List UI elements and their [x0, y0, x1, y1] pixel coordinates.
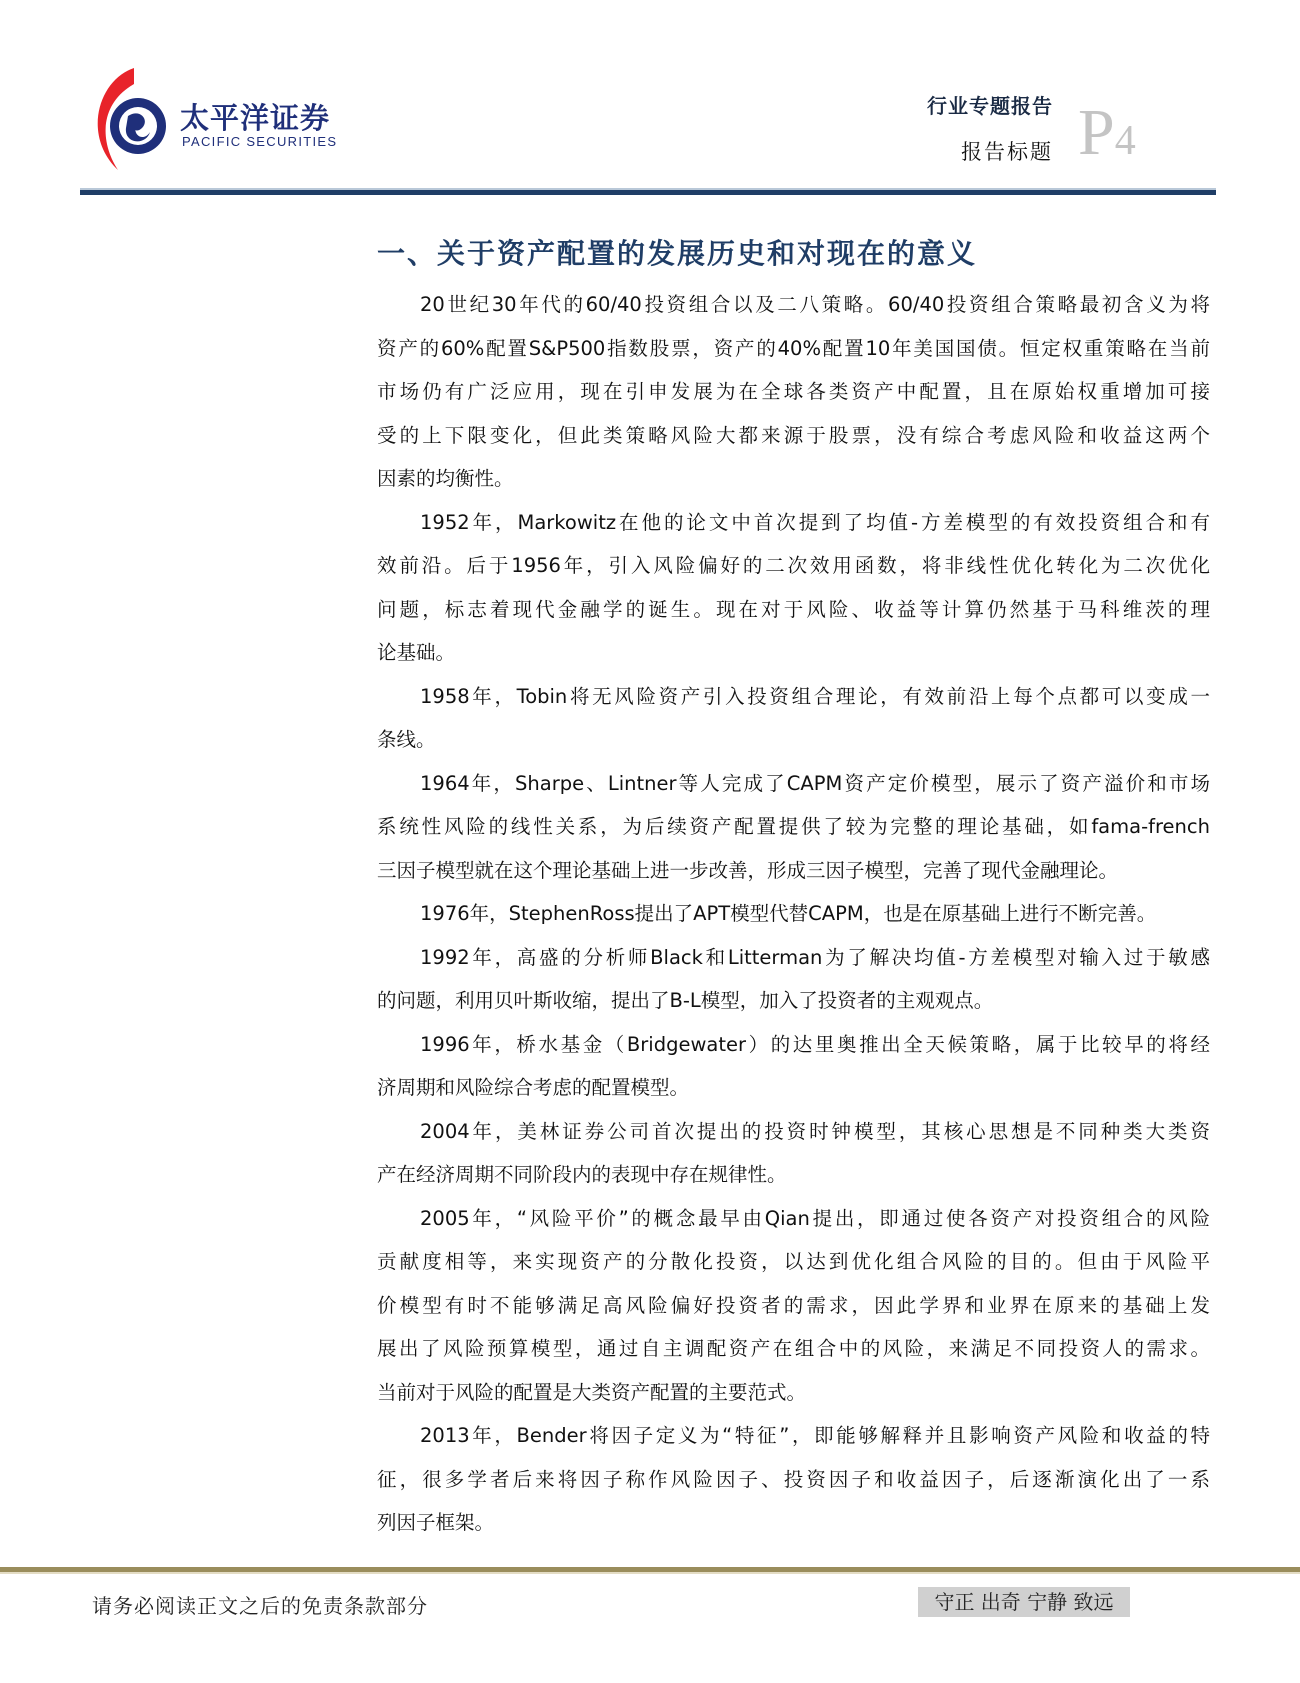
footer-divider-light [0, 1572, 1300, 1574]
paragraph-line: 2013年，Bender将因子定义为“特征”，即能够解释并且影响资产风险和收益的特 [420, 1424, 1210, 1447]
paragraph [377, 283, 1210, 501]
paragraph [377, 1414, 1210, 1545]
paragraph-line: 效前沿。后于1956年，引入风险偏好的二次效用函数，将非线性优化转化为二次优化 [377, 554, 1210, 577]
paragraph-line: 贡献度相等，来实现资产的分散化投资，以达到优化组合风险的目的。但由于风险平 [377, 1250, 1210, 1273]
page-number [1078, 96, 1136, 169]
paragraph-line: 1958年，Tobin将无风险资产引入投资组合理论，有效前沿上每个点都可以变成一 [420, 684, 1210, 708]
paragraph-line: 济周期和风险综合考虑的配置模型。 [377, 1076, 690, 1099]
paragraph-line: 20世纪30年代的60/40投资组合以及二八策略。60/40投资组合策略最初含义为将 [420, 293, 1210, 316]
paragraph [377, 1110, 1210, 1197]
report-title: 报告标题 [961, 140, 1053, 164]
header-divider [80, 190, 1216, 195]
logo-emblem-icon [88, 66, 188, 174]
paragraph [377, 1197, 1210, 1415]
paragraph-line: 1996年，桥水基金（Bridgewater）的达里奥推出全天候策略，属于比较早的将经 [420, 1032, 1210, 1056]
section-title: 一、关于资产配置的发展历史和对现在的意义 [377, 237, 978, 270]
paragraph [377, 675, 1210, 762]
paragraph-line: 1992年，高盛的分析师Black和Litterman为了解决均值-方差模型对输入过于敏感 [420, 945, 1210, 969]
logo-chinese-name: 太平洋证券 [180, 101, 331, 135]
paragraph-line: 三因子模型就在这个理论基础上进一步改善，形成三因子模型，完善了现代金融理论。 [377, 858, 1119, 882]
paragraph-line: 列因子框架。 [377, 1511, 495, 1534]
paragraph-line: 市场仍有广泛应用，现在引申发展为在全球各类资产中配置，且在原始权重增加可接 [377, 380, 1210, 403]
logo-english-name: PACIFIC SECURITIES [182, 134, 338, 149]
paragraph-line: 1964年，Sharpe、Lintner等人完成了CAPM资产定价模型，展示了资产溢价和市场 [420, 771, 1210, 795]
paragraph-line: 系统性风险的线性关系，为后续资产配置提供了较为完整的理论基础，如fama-french [377, 815, 1210, 838]
paragraph-line: 问题，标志着现代金融学的诞生。现在对于风险、收益等计算仍然基于马科维茨的理 [377, 597, 1210, 621]
paragraph-line: 2005年，“风险平价”的概念最早由Qian提出，即通过使各资产对投资组合的风险 [420, 1206, 1210, 1230]
paragraph-line: 展出了风险预算模型，通过自主调配资产在组合中的风险，来满足不同投资人的需求。 [377, 1337, 1210, 1360]
disclaimer-note: 请务必阅读正文之后的免责条款部分 [92, 1594, 428, 1618]
paragraph-line: 征，很多学者后来将因子称作风险因子、投资因子和收益因子，后逐渐演化出了一系 [377, 1467, 1210, 1491]
paragraph [377, 892, 1210, 936]
paragraph [377, 936, 1210, 1023]
company-logo [88, 66, 338, 174]
paragraph [377, 501, 1210, 675]
paragraph-line: 资产的60%配置S&P500指数股票，资产的40%配置10年美国国债。恒定权重策略在当前 [377, 336, 1210, 360]
report-type: 行业专题报告 [927, 94, 1053, 118]
paragraph-line: 2004年，美林证券公司首次提出的投资时钟模型，其核心思想是不同种类大类资 [420, 1119, 1210, 1143]
paragraph [377, 1023, 1210, 1110]
paragraph-line: 的问题，利用贝叶斯收缩，提出了B-L模型，加入了投资者的主观观点。 [377, 989, 994, 1012]
paragraph-line: 产在经济周期不同阶段内的表现中存在规律性。 [377, 1163, 787, 1186]
paragraph-line: 受的上下限变化，但此类策略风险大都来源于股票，没有综合考虑风险和收益这两个 [377, 423, 1210, 447]
page-number-value: 4 [1114, 118, 1136, 164]
paragraph [377, 762, 1210, 893]
paragraph-line: 因素的均衡性。 [377, 467, 514, 490]
paragraph-line: 条线。 [377, 728, 436, 751]
paragraph-line: 价模型有时不能够满足高风险偏好投资者的需求，因此学界和业界在原来的基础上发 [377, 1293, 1210, 1317]
paragraph-line: 1952年，Markowitz在他的论文中首次提到了均值-方差模型的有效投资组合和有 [420, 510, 1210, 534]
page-prefix: P [1078, 96, 1115, 169]
paragraph-line: 1976年，StephenRoss提出了APT模型代替CAPM，也是在原基础上进行不断完善。 [420, 902, 1157, 925]
company-motto: 守正 出奇 宁静 致远 [918, 1587, 1130, 1617]
body-text [377, 283, 1210, 1545]
paragraph-line: 当前对于风险的配置是大类资产配置的主要范式。 [377, 1380, 807, 1404]
paragraph-line: 论基础。 [377, 641, 456, 664]
